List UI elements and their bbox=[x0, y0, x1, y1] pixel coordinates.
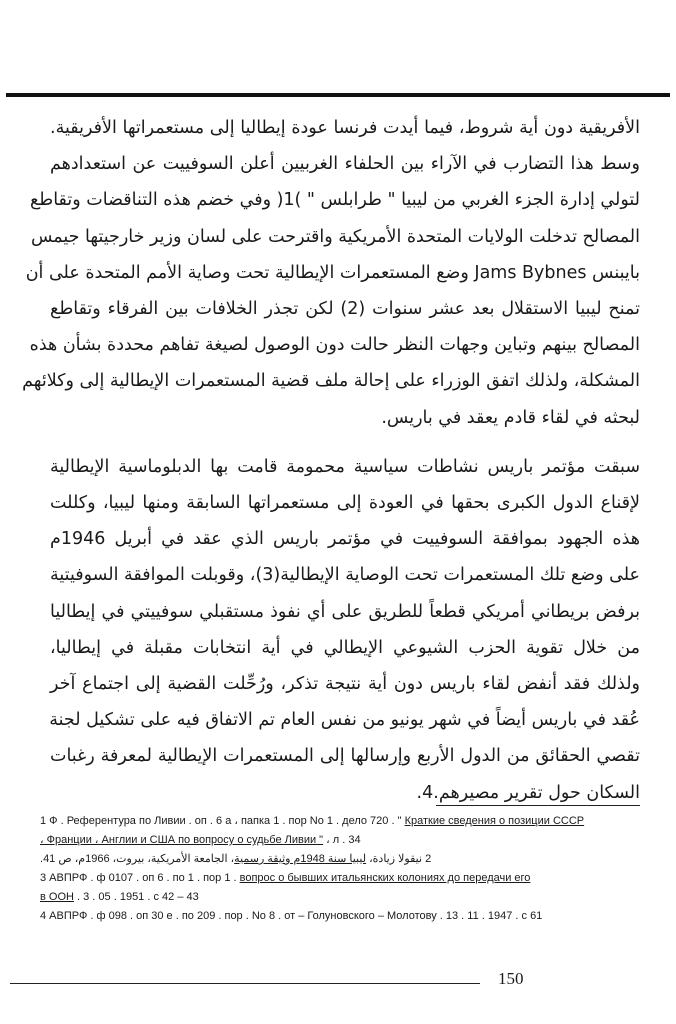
footnote-2 bbox=[40, 850, 642, 869]
paragraph-2 bbox=[50, 449, 640, 811]
main-text bbox=[22, 110, 640, 811]
header-rule bbox=[6, 93, 670, 97]
text-line: المصالح بينهم وتباين وجهات النظر حالت دون الوصول لصيغة تفاهم محددة بشأن هذه bbox=[29, 335, 640, 356]
text-line: ولذلك فقد أنفض لقاء باريس دون أية نتيجة تذكر، ورُحِّلت القضية إلى اجتماع آخر bbox=[50, 674, 640, 695]
footnote-1-page: ، л . 34 bbox=[323, 834, 361, 846]
footnote-2-author: 2 نيقولا زيادة، bbox=[366, 853, 432, 865]
footnote-separator bbox=[436, 805, 640, 806]
text-line: المصالح تدخلت الولايات المتحدة الأمريكية واقترحت على لسان وزير خارجيتها جيمس bbox=[30, 226, 640, 247]
text-line: بايبنس Jams Bybnes وضع المستعمرات الإيطالية تحت وصاية الأمم المتحدة على أن bbox=[25, 262, 640, 283]
footnote-2-details: ، الجامعة الأمريكية، بيروت، 1966م، ص 41. bbox=[40, 853, 235, 865]
text-line: المشكلة، ولذلك اتفق الوزراء على إحالة ملف قضية المستعمرات الإيطالية إلى وكلائهم bbox=[22, 371, 640, 392]
text-line: تمنح ليبيا الاستقلال بعد عشر سنوات (2) لكن تجذر الخلافات بين الفرقاء وتقاطع bbox=[50, 299, 640, 320]
text-line: هذه الجهود بموافقة السوفييت في مؤتمر باريس الذي عقد في أبريل 1946م bbox=[50, 529, 640, 550]
footnotes bbox=[40, 812, 642, 926]
text-line: الأفريقية دون أية شروط، فيما أيدت فرنسا عودة إيطاليا إلى مستعمراتها الأفريقية. bbox=[50, 118, 640, 138]
text-line: برفض بريطاني أمريكي قطعاً للطريق على أي نفوذ مستقبلي سوفييتي في إيطاليا bbox=[50, 601, 640, 622]
footnote-1-title-continued: ، Франции ، Англии и США по вопросу о судьбе Ливии " bbox=[40, 834, 324, 846]
text-line: لتولي إدارة الجزء الغربي من ليبيا " طرابلس " )1( وفي خضم هذه التناقضات وتقاطع bbox=[29, 190, 640, 211]
page-number: 150 bbox=[498, 969, 524, 988]
footnote-3-continued bbox=[40, 888, 642, 907]
footnote-3-title-continued: в ООН bbox=[40, 891, 74, 903]
text-line: تقصي الحقائق من الدول الأربع وإرسالها إلى المستعمرات الإيطالية لمعرفة رغبات bbox=[50, 746, 640, 767]
footnote-3-details: . 3 . 05 . 1951 . с 42 – 43 bbox=[73, 891, 199, 903]
footnote-1-source: 1 Ф . Референтура по Ливии . оп . 6 а ، папка 1 . пор No 1 . дело 720 . " bbox=[40, 815, 402, 827]
footnote-3 bbox=[40, 869, 642, 888]
footnote-4: 4 АВПРФ . ф 098 . оп 30 е . по 209 . пор . No 8 . от – Голуновского – Молотову . 13 . 11 . 1947 . с 61 bbox=[40, 910, 543, 922]
footnote-3-title: вопрос о бывших итальянских колониях до передачи его bbox=[239, 872, 531, 884]
text-line: وسط هذا التضارب في الآراء بين الحلفاء الغربيين أعلن السوفييت عن استعدادهم bbox=[50, 154, 640, 175]
text-line: سبقت مؤتمر باريس نشاطات سياسية محمومة قامت بها الدبلوماسية الإيطالية bbox=[50, 456, 640, 477]
footnote-1-title: Краткие сведения о позиции СССР bbox=[404, 815, 585, 827]
text-line: لبحثه في لقاء قادم يعقد في باريس. bbox=[381, 407, 640, 428]
footnote-1 bbox=[40, 812, 642, 831]
text-line: عُقد في باريس أيضاً في شهر يونيو من نفس العام تم الاتفاق فيه على تشكيل لجنة bbox=[49, 710, 640, 731]
text-line: على وضع تلك المستعمرات تحت الوصاية الإيطالية(3)، وقوبلت الموافقة السوفيتية bbox=[50, 565, 640, 586]
text-line: السكان حول تقرير مصيرهم.4. bbox=[416, 782, 640, 803]
text-line: من خلال تقوية الحزب الشيوعي الإيطالي في أية انتخابات مقبلة في إيطاليا، bbox=[50, 637, 640, 658]
footnote-2-title: ليبيا سنة 1948م وثيقة رسمية bbox=[234, 853, 367, 865]
paragraph-1 bbox=[22, 110, 640, 436]
footer-rule bbox=[10, 983, 480, 984]
footnote-3-source: 3 АВПРФ . ф 0107 . оп 6 . по 1 . пор 1 . bbox=[40, 872, 240, 884]
text-line: لإقناع الدول الكبرى بحقها في العودة إلى مستعمراتها السابقة ومنها ليبيا، وكللت bbox=[50, 493, 640, 514]
footnote-1-continued bbox=[40, 831, 642, 850]
